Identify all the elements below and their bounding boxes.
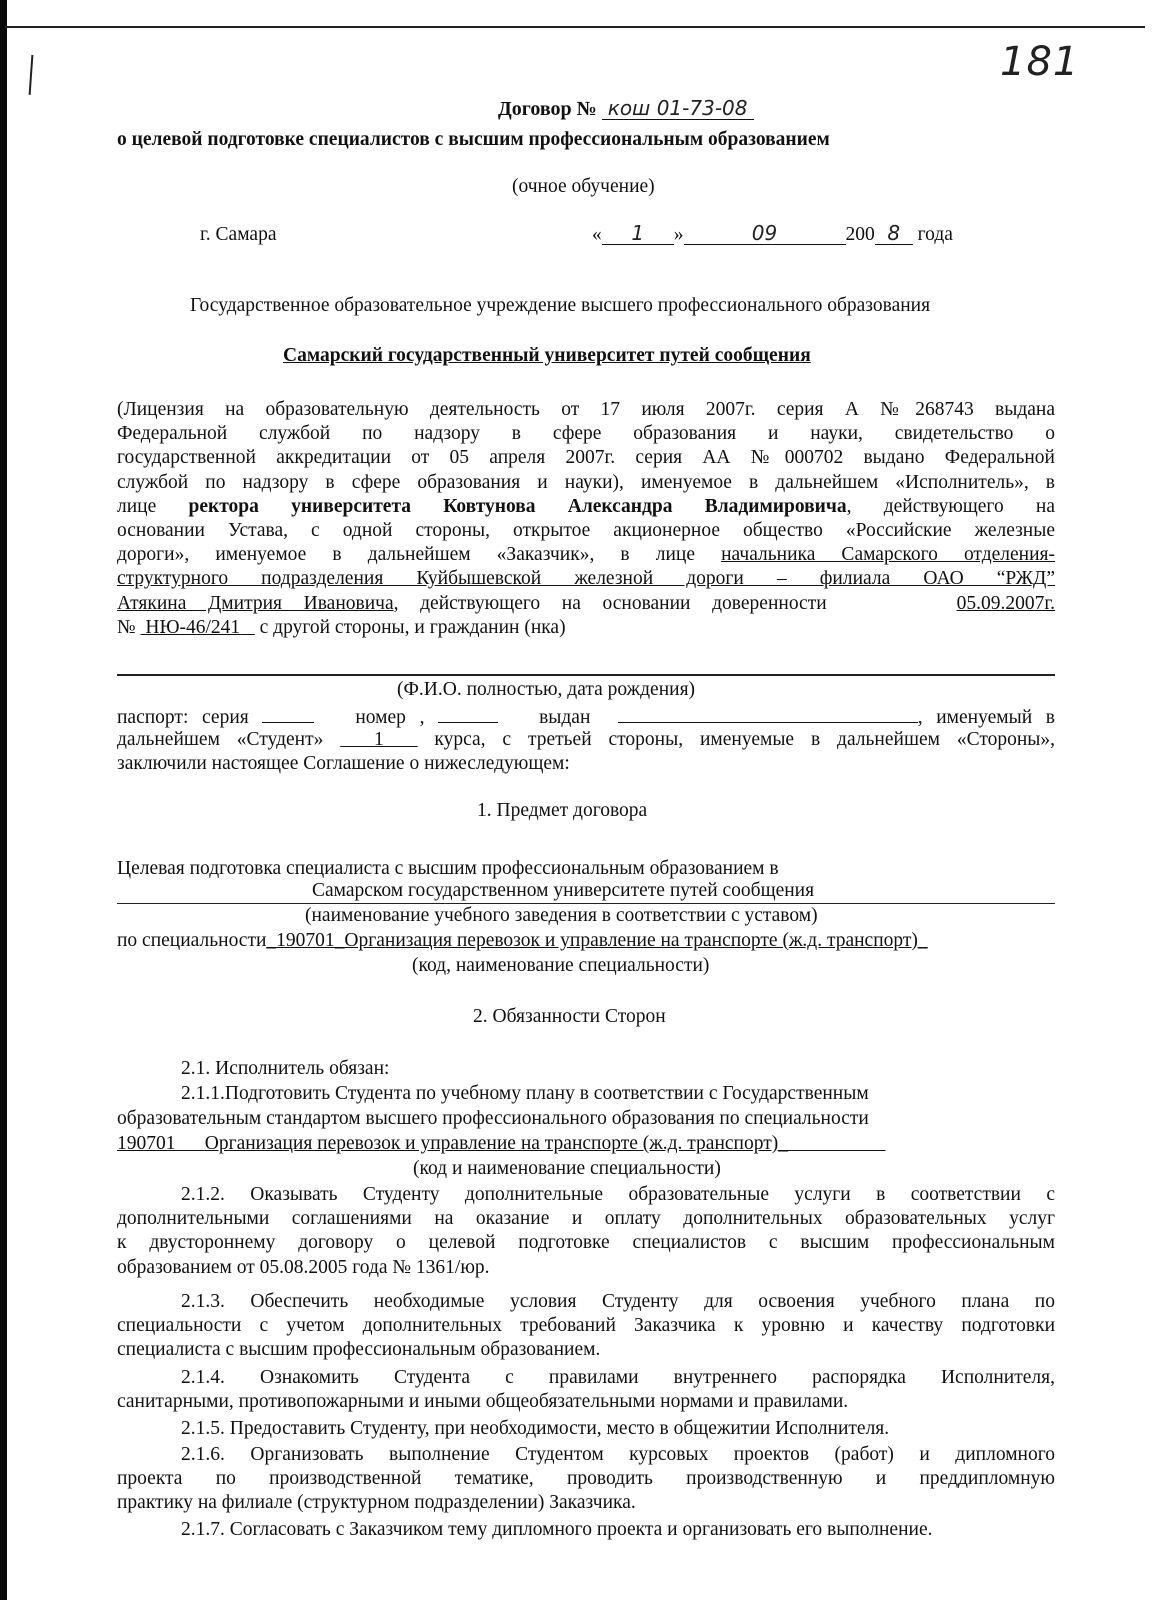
clause-2-1-3: 2.1.3. Обеспечить необходимые условия Студенту для освоения учебного плана по специальности с учетом дополнительных требований Заказчика к уровню и качеству подготовки специалиста с высшим профессиональным образованием. <box>117 1291 1055 1361</box>
clause-2-1-7: 2.1.7. Согласовать с Заказчиком тему дипломного проекта и организовать его выполнение. <box>181 1519 933 1540</box>
city: г. Самара <box>200 224 277 245</box>
handwritten-mark <box>29 55 37 95</box>
course-field: 1 <box>374 729 384 751</box>
passport-series-field <box>262 704 314 723</box>
contract-date: « 1 » 09 200 8 года <box>592 221 953 245</box>
specialty-line: по специальности_190701_Организация перевозок и управление на транспорте (ж.д. транспорт)_ <box>117 930 928 951</box>
institution-name: Самарский государственный университет путей сообщения <box>283 345 811 366</box>
passport-number-field <box>438 704 498 723</box>
section-2-heading: 2. Обязанности Сторон <box>473 1006 666 1027</box>
top-rule <box>5 26 1145 28</box>
scan-edge <box>0 0 7 1600</box>
fio-caption: (Ф.И.О. полностью, дата рождения) <box>397 679 696 700</box>
clause-2-1-5: 2.1.5. Предоставить Студенту, при необходимости, место в общежитии Исполнителя. <box>181 1418 890 1439</box>
contract-number: кош 01-73-08 <box>602 97 754 120</box>
day-value: 1 <box>602 222 674 245</box>
page-number: 181 <box>1000 39 1080 85</box>
section-1-heading: 1. Предмет договора <box>477 800 648 821</box>
representative-name: Атякина Дмитрия Ивановича <box>117 592 394 614</box>
clause-2-1-4: 2.1.4. Ознакомить Студента с правилами внутреннего распорядка Исполнителя, санитарными, противопожарными и иными общеобязательными нормами и правилами. <box>117 1367 1055 1413</box>
power-of-attorney-date: 05.09.2007г. <box>956 592 1055 614</box>
clause-2-1-2: 2.1.2. Оказывать Студенту дополнительные образовательные услуги в соответствии с дополнительными соглашениями на оказание и оплату дополнительных образовательных услуг к двустороннему договору о целевой подготовке специалистов с высшим профессиональным образованием от 05.08.2005 года № 1361/юр. <box>117 1184 1055 1278</box>
student-block: паспорт: серия номер , выдан , именуемый в дальнейшем «Студент» 1 курса, с третьей стороны, именуемые в дальнейшем «Стороны», заключили настоящее Соглашение о нижеследующем: <box>117 704 1055 777</box>
rector-name: ректора университета Ковтунова Александра Владимировича <box>188 495 847 517</box>
month-value: 09 <box>684 222 846 245</box>
preamble: (Лицензия на образовательную деятельность от 17 июля 2007г. серия А №268743 выдана Федеральной службой по надзору в сфере образования и науки, свидетельство о государственной аккредитации от 05 апреля 2007г. серия АА №000702 выдано Федеральной службой по надзору в сфере образования и науки), именуемое в дальнейшем «Исполнитель», в лице ректора университета Ковтунова Александра Владимировича, действующего на основании Устава, с одной стороны, открытое акционерное общество «Российские железные дороги», именуемое в дальнейшем «Заказчик», в лице начальника Самарского отделения- структурного подразделения Куйбышевской железной дороги – филиала ОАО “РЖД” Атякина Дмитрия Ивановича, действующего на основании доверенности 05.09.2007г. № НЮ-46/241 с другой стороны, и гражданин (нка) <box>117 399 1055 638</box>
student-name-line <box>117 674 1055 676</box>
institution-type: Государственное образовательное учреждение высшего профессионального образования <box>190 295 931 316</box>
contract-title <box>498 96 754 122</box>
institution-filled: Самарском государственном университете путей сообщения <box>312 880 815 901</box>
clause-2-1-6: 2.1.6. Организовать выполнение Студентом курсовых проектов (работ) и дипломного проекта по производственной тематике, проводить производственную и преддипломную практику на филиале (структурном подразделении) Заказчика. <box>117 1444 1055 1514</box>
specialty-name: Организация перевозок и управление на транспорте (ж.д. транспорт) <box>344 930 918 951</box>
contract-subtitle: о целевой подготовке специалистов с высшим профессиональным образованием <box>117 129 830 150</box>
title-prefix: Договор № <box>498 98 597 120</box>
specialty-code: 190701 <box>276 930 335 951</box>
study-form: (очное обучение) <box>512 176 655 197</box>
year-value: 8 <box>875 222 913 245</box>
passport-issued-field <box>618 704 918 723</box>
power-of-attorney-number: НЮ-46/241 <box>145 616 241 638</box>
